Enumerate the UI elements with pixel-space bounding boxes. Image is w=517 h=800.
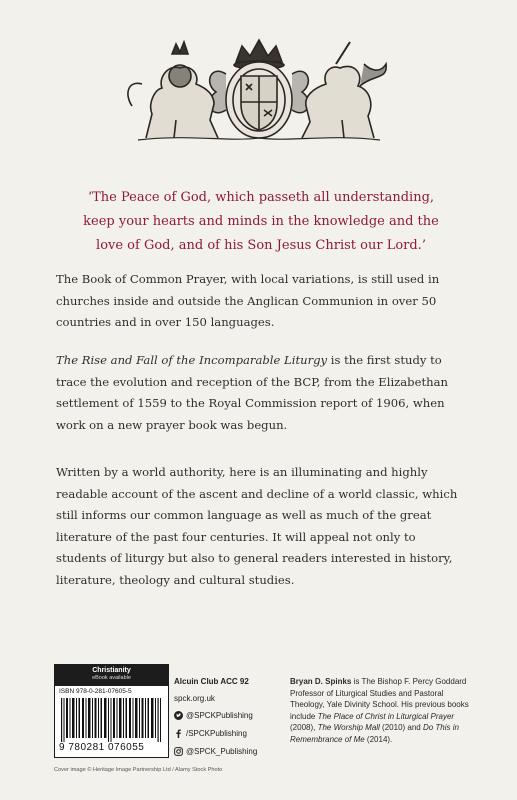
bio-book-title: The Place of Christ in Liturgical Prayer	[317, 711, 455, 721]
isbn-digits: 9 780281 076055	[59, 742, 145, 753]
facebook-link[interactable]	[174, 729, 247, 738]
instagram-icon	[174, 747, 183, 756]
isbn-label: ISBN 978-0-281-07605-5	[59, 688, 132, 695]
bio-text: (2008),	[290, 723, 318, 733]
twitter-icon	[174, 711, 183, 720]
facebook-icon	[174, 729, 183, 738]
facebook-handle: /SPCKPublishing	[186, 729, 247, 738]
category-and-barcode-box	[54, 664, 169, 760]
category-name: Christianity	[92, 667, 131, 674]
quote-line-3: love of God, and of his Son Jesus Christ our Lord.’	[96, 238, 426, 253]
twitter-link[interactable]	[174, 711, 253, 720]
twitter-handle: @SPCKPublishing	[186, 711, 253, 720]
author-name: Bryan D. Spinks	[290, 677, 352, 686]
author-bio	[290, 676, 480, 746]
instagram-handle: @SPCK_Publishing	[186, 747, 258, 756]
description-paragraph-1: The Book of Common Prayer, with local variations, is still used in churches inside and outside the Anglican Communion in over 50 countries and in over 150 languages.	[56, 272, 440, 329]
barcode-icon	[59, 698, 164, 742]
quote-line-2: keep your hearts and minds in the knowledge and the	[83, 214, 439, 229]
bio-text: (2014).	[364, 734, 393, 744]
quote-line-1: ‘The Peace of God, which passeth all understanding,	[87, 190, 435, 205]
bio-text: (2010) and	[379, 723, 423, 733]
book-title: The Rise and Fall of the Incomparable Liturgy	[56, 353, 328, 367]
bio-book-title: The Worship Mall	[317, 723, 380, 733]
instagram-link[interactable]	[174, 747, 257, 756]
bio-text: is The Bishop F. Percy Goddard Professor of Liturgical Studies and Pastoral Theology, Yale Divinity School. His previous books include	[290, 677, 469, 721]
category-subtitle: eBook available	[92, 675, 131, 681]
description-paragraph-2	[56, 350, 468, 436]
paragraph-2-text: is the first study to trace the evolution and reception of the BCP, from the Elizabethan settlement of 1559 to the Royal Commission report of 1906, when work on a new prayer book was begun.	[56, 353, 448, 432]
bio-book-title: Do This in Remembrance of Me	[290, 723, 459, 744]
cover-image-credit: Cover image © Heritage Image Partnership Ltd / Alamy Stock Photo	[54, 767, 223, 773]
royal-coat-of-arms-illustration	[118, 34, 400, 144]
series-label: Alcuin Club ACC 92	[174, 677, 249, 686]
category-bar	[54, 664, 169, 686]
description-paragraph-3: Written by a world authority, here is an illuminating and highly readable account of the ascent and decline of a world classic, which still informs our common language as well as much of the great literature of the past four centuries. It will appeal not only to students of liturgy but also to general readers interested in history, literature, theology and cultural studies.	[56, 465, 458, 587]
featured-quote	[56, 186, 466, 258]
isbn-block	[54, 686, 169, 758]
website-link[interactable]: spck.org.uk	[174, 694, 215, 703]
